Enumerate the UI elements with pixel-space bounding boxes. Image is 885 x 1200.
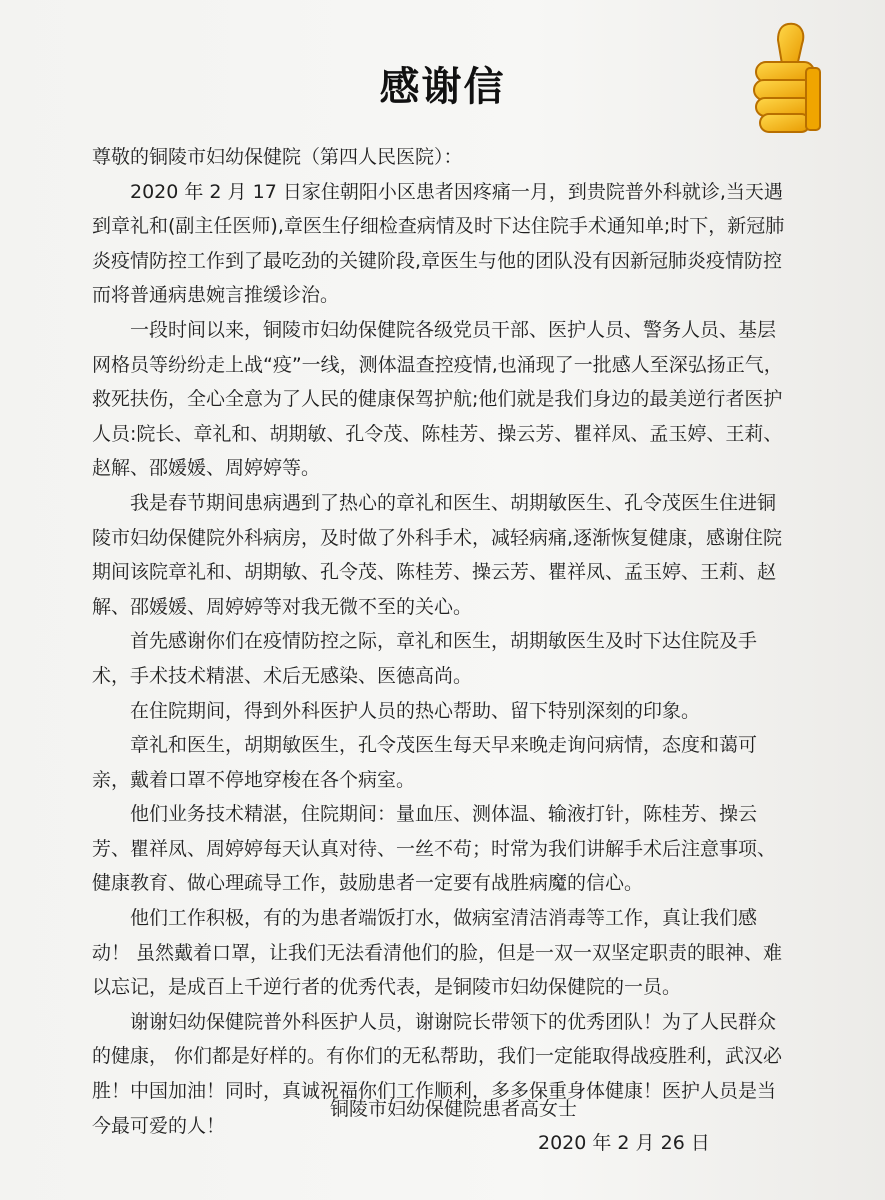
signature: 铜陵市妇幼保健院患者高女士 bbox=[330, 1098, 578, 1120]
paragraph-7: 他们业务技术精湛，住院期间：量血压、测体温、输液打针，陈桂芳、操云芳、瞿祥凤、周婷婷每天认真对待、一丝不苟；时常为我们讲解手术后注意事项、健康教育、做心理疏导工作，鼓励患者一定要有战胜病魔的信心。 bbox=[92, 803, 777, 895]
paragraph-9: 谢谢妇幼保健院普外科医护人员，谢谢院长带领下的优秀团队！为了人民群众的健康， 你们都是好样的。有你们的无私帮助，我们一定能取得战疫胜利，武汉必胜！中国加油！同时，真诚祝福你们工作顺利，多多保重身体健康！医护人员是当今最可爱的人！ bbox=[92, 1010, 783, 1137]
letter-date: 2020 年 2 月 26 日 bbox=[538, 1132, 710, 1154]
paragraph-3: 我是春节期间患病遇到了热心的章礼和医生、胡期敏医生、孔令茂医生住进铜陵市妇幼保健院外科病房，及时做了外科手术，减轻病痛,逐渐恢复健康，感谢住院期间该院章礼和、胡期敏、孔令茂、陈桂芳、操云芳、瞿祥凤、孟玉婷、王莉、赵解、邵媛媛、周婷婷等对我无微不至的关心。 bbox=[92, 491, 783, 618]
paragraph-8: 他们工作积极，有的为患者端饭打水，做病室清洁消毒等工作，真让我们感动！ 虽然戴着口罩，让我们无法看清他们的脸，但是一双一双坚定职责的眼神、难以忘记，是成百上千逆行者的优秀代表，是铜陵市妇幼保健院的一员。 bbox=[92, 907, 783, 999]
paragraph-1: 2020 年 2 月 17 日家住朝阳小区患者因疼痛一月，到贵院普外科就诊,当天遇到章礼和(副主任医师),章医生仔细检查病情及时下达住院手术通知单;时下，新冠肺炎疫情防控工作到了最吃劲的关键阶段,章医生与他的团队没有因新冠肺炎疫情防控而将普通病患婉言推缓诊治。 bbox=[92, 180, 785, 307]
paragraph-2: 一段时间以来，铜陵市妇幼保健院各级党员干部、医护人员、警务人员、基层网格员等纷纷走上战“疫”一线，测体温查控疫情,也涌现了一批感人至深弘扬正气，救死扶伤，全心全意为了人民的健康保驾护航;他们就是我们身边的最美逆行者医护人员:院长、章礼和、胡期敏、孔令茂、陈桂芳、操云芳、瞿祥凤、孟玉婷、王莉、赵解、邵媛媛、周婷婷等。 bbox=[92, 318, 783, 480]
salutation: 尊敬的铜陵市妇幼保健院（第四人民医院）： bbox=[92, 146, 463, 168]
paragraph-4: 首先感谢你们在疫情防控之际，章礼和医生，胡期敏医生及时下达住院及手术，手术技术精湛、术后无感染、医德高尚。 bbox=[92, 630, 758, 687]
letter-body bbox=[92, 140, 792, 1143]
letter-title: 感谢信 bbox=[379, 64, 506, 110]
thumbs-up-icon bbox=[748, 18, 826, 144]
paragraph-5: 在住院期间，得到外科医护人员的热心帮助、留下特别深刻的印象。 bbox=[130, 699, 701, 722]
paragraph-6: 章礼和医生，胡期敏医生，孔令茂医生每天早来晚走询问病情，态度和蔼可亲，戴着口罩不停地穿梭在各个病室。 bbox=[92, 734, 758, 791]
